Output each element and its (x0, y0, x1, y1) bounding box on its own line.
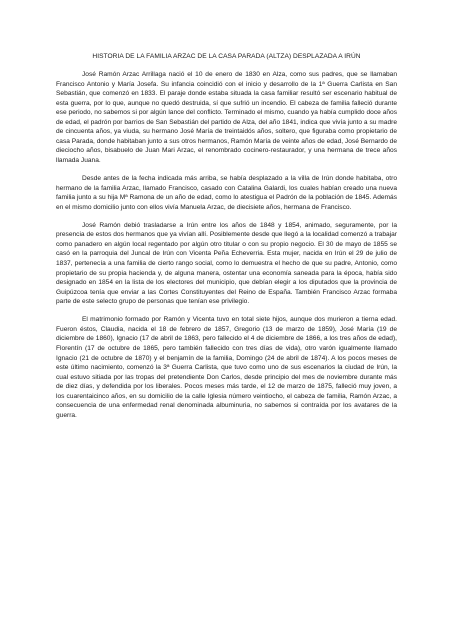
paragraph-4: El matrimonio formado por Ramón y Vicenta tuvo en total siete hijos, aunque dos murieron a tierna edad. Fueron éstos, Claudia, nacida el 18 de febrero de 1857, Gregorio (13 de marzo de 1859), José María (19 de diciembre de 1860), Ignacio (17 de abril de 1863, pero fallecido el 4 de diciembre de 1866, a los tres años de edad), Florentín (17 de octubre de 1865, pero también fallecido con tres días de vida), otro varón igualmente llamado Ignacio (21 de octubre de 1870) y el benjamín de la familia, Domingo (24 de abril de 1874). A los pocos meses de este último nacimiento, comenzó la 3ª Guerra Carlista, que tuvo como uno de sus escenarios la ciudad de Irún, la cual estuvo sitiada por las tropas del pretendiente Don Carlos, desde principio del mes de noviembre durante más de diez días, y defendida por los liberales. Pocos meses más tarde, el 12 de marzo de 1875, falleció muy joven, a los cuarentaicinco años, en su domicilio de la calle Iglesia número veintiocho, el cabeza de familia, Ramón Arzac, a consecuencia de una enfermedad renal denominada albuminuria, no sabemos si contraída por los avatares de la guerra. (56, 316, 397, 419)
paragraph-2: Desde antes de la fecha indicada más arriba, se había desplazado a la villa de Irún donde habitaba, otro hermano de la familia Arzac, llamado Francisco, casado con Catalina Galardi, los cuales habían creado una nueva familia junto a su hija Mª Ramona de un año de edad, como lo atestigua el Padrón de la población de 1845. Además en el mismo domicilio junto con ellos vivía Manuela Arzac, de diecisiete años, hermana de Francisco. (56, 175, 397, 211)
paragraph-1: José Ramón Arzac Arrillaga nació el 10 de enero de 1830 en Alza, como sus padres, que se llamaban Francisco Antonio y María Josefa. Su infancia coincidió con el inicio y desarrollo de la 1ª Guerra Carlista en San Sebastián, que comenzó en 1833. El paraje donde estaba situada la casa familiar resultó ser escenario habitual de esta guerra, por lo que, aunque no quedó destruida, sí que sufrió un incendio. El cabeza de familia falleció durante ese periodo, no sabemos si por algún lance del conflicto. Terminado el mismo, cuando ya había cumplido doce años de edad, el padrón por barrios de San Sebastián del partido de Alza, del año 1841, indica que vivía junto a su madre de cincuenta años, ya viuda, su hermano José María de treintaidós años, soltero, que figuraba como propietario de casa Parada, donde habitaban junto a sus otros hermanos, Ramón María de veinte años de edad, José Bernardo de dieciocho años, bisabuelo de Juan Mari Arzac, el renombrado cocinero-restaurador, y una hermana de trece años llamada Juana. (56, 71, 397, 164)
document-title: HISTORIA DE LA FAMILIA ARZAC DE LA CASA PARADA (ALTZA) DESPLAZADA A IRÚN (92, 53, 361, 60)
paragraph-3: José Ramón debió trasladarse a Irún entre los años de 1848 y 1854, animado, seguramente, por la presencia de estos dos hermanos que ya vivían allí. Posiblemente desde que llegó a la localidad comenzó a trabajar como panadero en algún local regentado por algún otro titular o con su propio negocio. El 30 de mayo de 1855 se casó en la parroquia del Juncal de Irún con Vicenta Peña Echeverria. Esta mujer, nacida en Irún el 29 de julio de 1837, pertenecía a una familia de cierto rango social, como lo demuestra el hecho de que su padre, Antonio, como propietario de su propia hacienda y, de alguna manera, ostentar una economía saneada para la época, había sido designado en 1854 en la lista de los electores del municipio, que debían elegir a los diputados que la provincia de Guipúzcoa tenía que enviar a las Cortes Constituyentes del Reino de España. También Francisco Arzac formaba parte de este selecto grupo de personas que tenían ese privilegio. (56, 221, 397, 306)
